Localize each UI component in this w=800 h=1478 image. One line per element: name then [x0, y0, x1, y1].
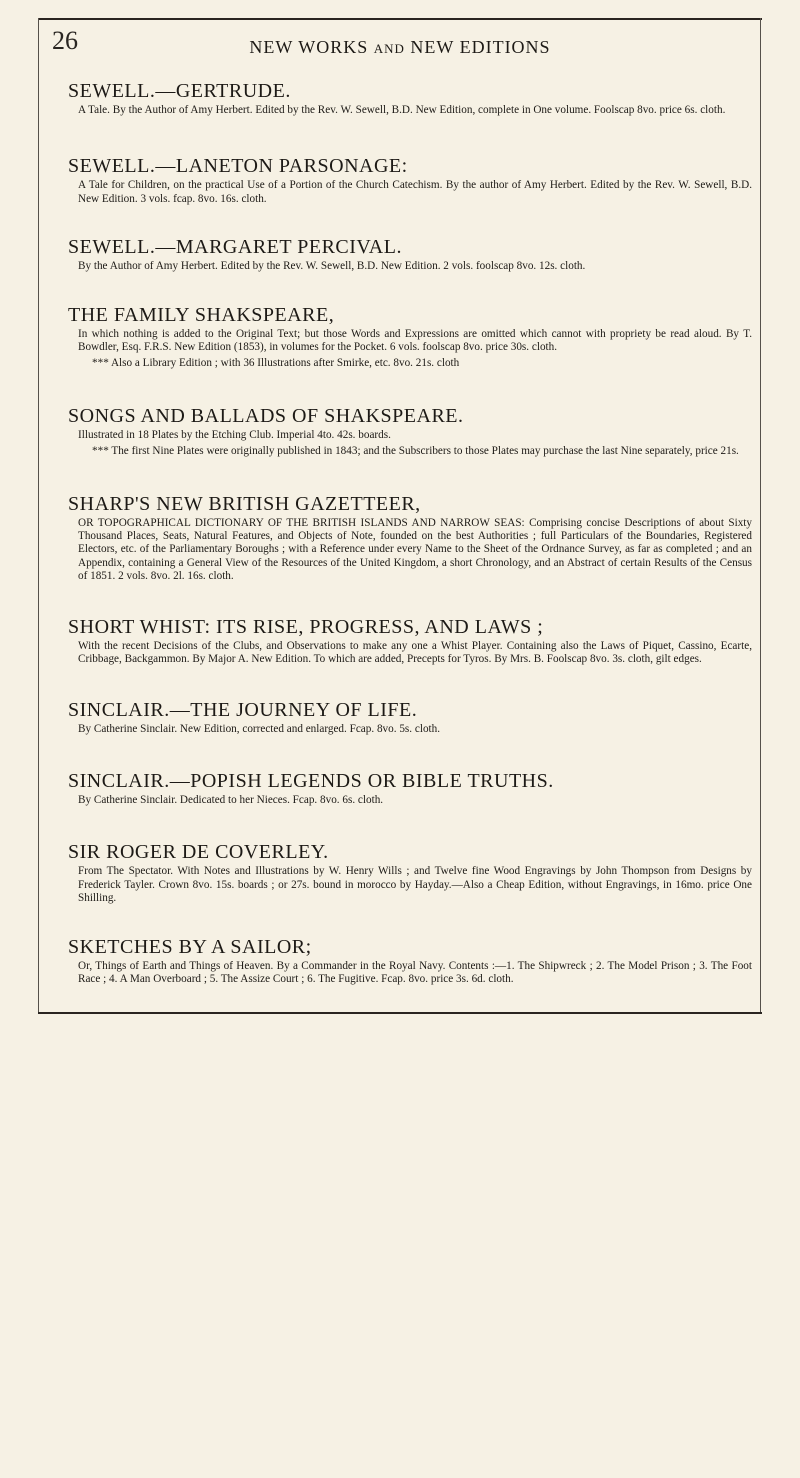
entry-description: [78, 429, 752, 459]
entry-laneton-parsonage: [68, 155, 752, 206]
entry-line: By Catherine Sinclair. Dedicated to her Nieces. Fcap. 8vo. 6s. cloth.: [78, 793, 384, 806]
entry-note: *** The first Nine Plates were originally published in 1843; and the Subscribers to those Plates may purchase the last Nine separately, price 21s.: [92, 445, 739, 458]
entry-description: [78, 104, 752, 117]
running-head-and: AND: [373, 41, 405, 56]
entry-description: [78, 640, 752, 667]
entry-line: From The Spectator. With Notes and Illustrations by W. Henry Wills ; and Twelve fine Wood Engravings by John Thompson from Designs by Frederick Tayler. Crown 8vo. 15s. boards ; or 27s. bound in morocco by Hayday.—Also a Cheap Edition, without Engravings, in 16mo. price One Shilling.: [78, 865, 752, 905]
entry-family-shakspeare: [68, 304, 752, 371]
entry-roger-de-coverley: [68, 841, 752, 905]
entry-title: SHORT WHIST: ITS RISE, PROGRESS, AND LAWS ;: [68, 615, 544, 638]
bottom-rule: [38, 1012, 762, 1014]
running-head-part1: NEW WORKS: [249, 37, 369, 57]
entry-title: SONGS AND BALLADS OF SHAKSPEARE.: [68, 404, 464, 427]
entry-title: SKETCHES BY A SAILOR;: [68, 935, 312, 958]
entry-line: A Tale for Children, on the practical Use of a Portion of the Church Catechism. By the author of Amy Herbert. Edited by the Rev. W. Sewell, B.D. New Edition. 3 vols. fcap. 8vo. 16s. cloth.: [78, 179, 752, 205]
entry-title: SEWELL.—LANETON PARSONAGE:: [68, 155, 408, 178]
entry-songs-ballads: [68, 405, 752, 459]
entry-journey-of-life: [68, 699, 752, 736]
entry-line: By the Author of Amy Herbert. Edited by the Rev. W. Sewell, B.D. New Edition. 2 vols. foolscap 8vo. 12s. cloth.: [78, 260, 586, 273]
left-border: [38, 18, 39, 1014]
entry-title: SINCLAIR.—POPISH LEGENDS OR BIBLE TRUTHS.: [68, 769, 554, 792]
entry-title: SINCLAIR.—THE JOURNEY OF LIFE.: [68, 698, 418, 721]
entry-margaret-percival: [68, 236, 752, 273]
entry-description: [78, 179, 752, 206]
entry-line: Illustrated in 18 Plates by the Etching Club. Imperial 4to. 42s. boards.: [78, 428, 391, 441]
entry-sketches-by-a-sailor: [68, 936, 752, 987]
entry-line: Or, Things of Earth and Things of Heaven. By a Commander in the Royal Navy. Contents :—1. The Shipwreck ; 2. The Model Prison ; 3. The Foot Race ; 4. A Man Overboard ; 5. The Assize Court ; 6. The Fugitive. Fcap. 8vo. price 3s. 6d. cloth.: [78, 959, 752, 985]
entry-line: With the recent Decisions of the Clubs, and Observations to make any one a Whist Player. Containing also the Laws of Piquet, Cassino, Ecarte, Cribbage, Backgammon. By Major A. New Edition. To which are added, Precepts for Tyros. By Mrs. B. Foolscap 8vo. 3s. cloth, gilt edges.: [78, 639, 752, 666]
entry-description: [78, 794, 752, 807]
entry-description: [78, 517, 752, 584]
entry-sewell-gertrude: [68, 80, 752, 117]
entry-short-whist: [68, 616, 752, 667]
right-border: [760, 18, 761, 1014]
entry-title: SEWELL.—MARGARET PERCIVAL.: [68, 236, 402, 259]
entry-title: SIR ROGER DE COVERLEY.: [68, 841, 329, 864]
entry-description: [78, 960, 752, 987]
entry-line: In which nothing is added to the Original Text; but those Words and Expressions are omitted which cannot with propriety be read aloud. By T. Bowdler, Esq. F.R.S. New Edition (1853), in volumes for the Pocket. 6 vols. foolscap 8vo. price 30s. cloth.: [78, 327, 752, 354]
entry-sharps-gazetteer: [68, 493, 752, 584]
entry-description: [78, 328, 752, 371]
entry-description: [78, 723, 752, 736]
catalogue-entries: [68, 80, 752, 986]
entry-title: SHARP'S NEW BRITISH GAZETTEER,: [68, 492, 421, 515]
top-rule: [38, 18, 762, 20]
running-head: [0, 37, 800, 58]
page-number: 26: [52, 26, 78, 55]
entry-title: SEWELL.—GERTRUDE.: [68, 80, 291, 102]
entry-note: *** Also a Library Edition ; with 36 Illustrations after Smirke, etc. 8vo. 21s. cloth: [92, 357, 460, 370]
entry-line: A Tale. By the Author of Amy Herbert. Edited by the Rev. W. Sewell, B.D. New Edition, complete in One volume. Foolscap 8vo. price 6s. cloth.: [78, 104, 726, 116]
entry-line: By Catherine Sinclair. New Edition, corrected and enlarged. Fcap. 8vo. 5s. cloth.: [78, 722, 441, 735]
entry-description: [78, 260, 752, 273]
entry-popish-legends: [68, 770, 752, 807]
running-head-part2: NEW EDITIONS: [410, 37, 551, 57]
entry-line: OR TOPOGRAPHICAL DICTIONARY OF THE BRITISH ISLANDS AND NARROW SEAS: Comprising concise Descriptions of about Sixty Thousand Places, Seats, Natural Features, and Objects of Note, founded on the best Authorities ; full Particulars of the Boundaries, Registered Electors, etc. of the Parliamentary Boroughs ; with a Reference under every Name to the Sheet of the Ordnance Survey, as far as completed ; and an Appendix, containing a General View of the Resources of the United Kingdom, a short Chronology, and an Abstract of certain Results of the Census of 1851. 2 vols. 8vo. 2l. 16s. cloth.: [78, 516, 752, 583]
entry-title: THE FAMILY SHAKSPEARE,: [68, 303, 335, 326]
entry-description: [78, 865, 752, 905]
